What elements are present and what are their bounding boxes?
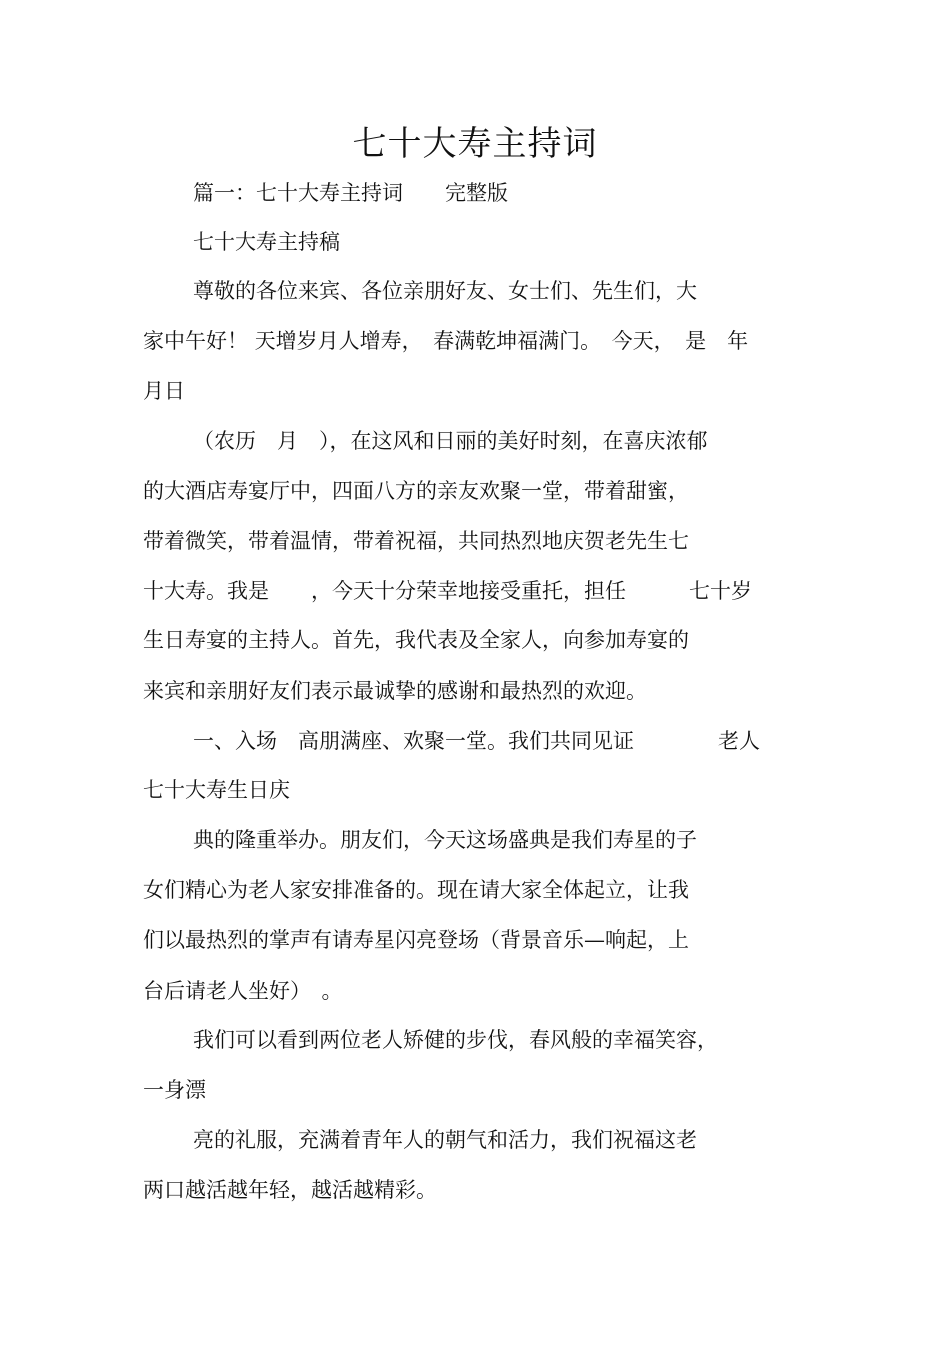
text-line: 尊敬的各位来宾、各位亲朋好友、女士们、先生们，大 <box>193 279 697 303</box>
text-line: 篇一：七十大寿主持词 完整版 <box>193 181 508 205</box>
text-line: 女们精心为老人家安排准备的。现在请大家全体起立，让我 <box>143 878 689 902</box>
text-line: 们以最热烈的掌声有请寿星闪亮登场（背景音乐—响起，上 <box>143 928 689 952</box>
text-line: 生日寿宴的主持人。首先，我代表及全家人，向参加寿宴的 <box>143 628 689 652</box>
text-line: 带着微笑，带着温情，带着祝福，共同热烈地庆贺老先生七 <box>143 529 689 553</box>
text-line: 十大寿。我是 ，今天十分荣幸地接受重托，担任 七十岁 <box>143 579 752 603</box>
text-line: 的大酒店寿宴厅中，四面八方的亲友欢聚一堂，带着甜蜜， <box>143 479 689 503</box>
text-line: 典的隆重举办。朋友们，今天这场盛典是我们寿星的子 <box>193 828 697 852</box>
text-line: 我们可以看到两位老人矫健的步伐，春风般的幸福笑容， <box>193 1028 718 1052</box>
text-line: 月日 <box>143 379 185 403</box>
text-line: （农历 月 ），在这风和日丽的美好时刻，在喜庆浓郁 <box>193 429 708 453</box>
text-line: 来宾和亲朋好友们表示最诚挚的感谢和最热烈的欢迎。 <box>143 679 647 703</box>
text-line: 亮的礼服，充满着青年人的朝气和活力，我们祝福这老 <box>193 1128 697 1152</box>
text-line: 七十大寿生日庆 <box>143 778 290 802</box>
text-line: 两口越活越年轻，越活越精彩。 <box>143 1178 437 1202</box>
text-line: 一、入场 高朋满座、欢聚一堂。我们共同见证 老人 <box>193 729 760 753</box>
text-line: 一身漂 <box>143 1078 206 1102</box>
text-line: 台后请老人坐好） 。 <box>143 979 343 1003</box>
text-line: 七十大寿主持稿 <box>193 230 340 254</box>
text-line: 家中午好！ 天增岁月人增寿， 春满乾坤福满门。 今天， 是 年 <box>143 329 749 353</box>
document-title: 七十大寿主持词 <box>352 124 598 164</box>
